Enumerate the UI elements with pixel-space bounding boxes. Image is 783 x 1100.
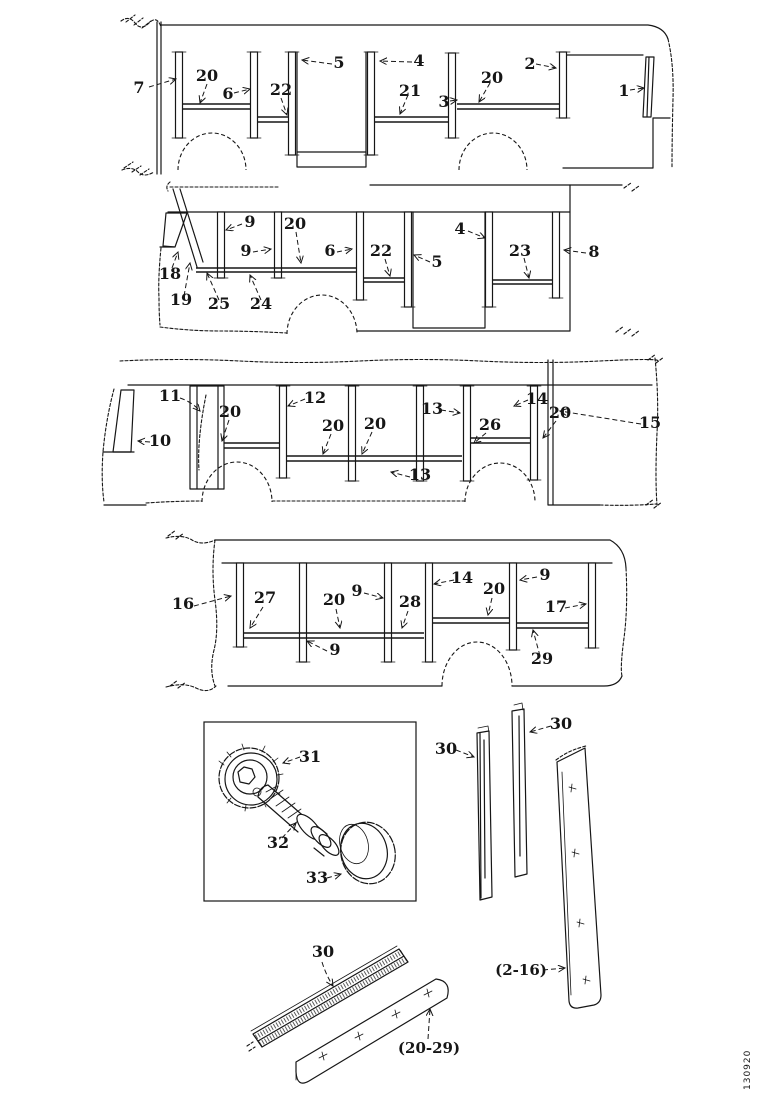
view-3-callouts bbox=[149, 386, 661, 484]
callout-8: 8 bbox=[588, 242, 600, 261]
callout-33: 33 bbox=[305, 868, 329, 887]
trim-strip-1 bbox=[477, 726, 492, 900]
callout-5: 5 bbox=[333, 53, 345, 72]
callout-31: 31 bbox=[298, 747, 322, 766]
strip-2-leader bbox=[530, 726, 551, 732]
strip-1-leader bbox=[456, 750, 474, 757]
callout-6: 6 bbox=[222, 84, 234, 103]
callout-22: 22 bbox=[369, 241, 393, 260]
view-2-rails bbox=[196, 268, 552, 284]
callout-9: 9 bbox=[539, 565, 551, 584]
callout-16: 16 bbox=[171, 594, 195, 613]
callout-13: 13 bbox=[420, 399, 444, 418]
trim-strip-2 bbox=[512, 703, 527, 877]
callout-20: 20 bbox=[321, 416, 345, 435]
sill-rail bbox=[247, 942, 408, 1051]
view-3-wheel-arches bbox=[202, 462, 535, 502]
callout-20: 20 bbox=[482, 579, 506, 598]
callout-2-16: (2-16) bbox=[495, 961, 547, 979]
sill-rail-leader bbox=[322, 962, 333, 986]
callout-27: 27 bbox=[253, 588, 277, 607]
callout-24: 24 bbox=[249, 294, 273, 313]
callout-20: 20 bbox=[322, 590, 346, 609]
callout-6: 6 bbox=[324, 241, 336, 260]
callout-20: 20 bbox=[218, 402, 242, 421]
callout-10: 10 bbox=[148, 431, 172, 450]
backing-strip-leader bbox=[428, 1009, 430, 1039]
view-1-callouts bbox=[133, 51, 629, 111]
callout-1: 1 bbox=[618, 81, 630, 100]
view-3-rails bbox=[224, 438, 530, 461]
callout-30: 30 bbox=[434, 739, 458, 758]
callout-21: 21 bbox=[398, 81, 422, 100]
callout-4: 4 bbox=[413, 51, 425, 70]
callout-20: 20 bbox=[195, 66, 219, 85]
view-2-leaders bbox=[172, 224, 586, 300]
callout-15: 15 bbox=[638, 413, 662, 432]
callout-18: 18 bbox=[158, 264, 182, 283]
callout-25: 25 bbox=[207, 294, 231, 313]
callout-29: 29 bbox=[530, 649, 554, 668]
callout-4: 4 bbox=[454, 219, 466, 238]
callout-14: 14 bbox=[450, 568, 474, 587]
callout-23: 23 bbox=[508, 241, 532, 260]
callout-26: 26 bbox=[478, 415, 502, 434]
view-2-side-frame bbox=[159, 182, 640, 336]
view-4-wheel-arches bbox=[442, 642, 512, 686]
callout-11: 11 bbox=[158, 386, 182, 405]
callout-19: 19 bbox=[169, 290, 193, 309]
callout-22: 22 bbox=[269, 80, 293, 99]
callout-7: 7 bbox=[133, 78, 145, 97]
callout-20: 20 bbox=[480, 68, 504, 87]
callout-13: 13 bbox=[408, 465, 432, 484]
view-4-callouts bbox=[172, 565, 567, 668]
view-4-side-frame bbox=[166, 530, 627, 691]
callout-9: 9 bbox=[351, 581, 363, 600]
callout-20: 20 bbox=[548, 403, 572, 422]
callout-30: 30 bbox=[549, 714, 573, 733]
callout-14: 14 bbox=[525, 389, 549, 408]
side-panel bbox=[495, 746, 601, 1008]
drawing-code: 130920 bbox=[743, 1049, 753, 1090]
callout-9: 9 bbox=[329, 640, 341, 659]
view-2-outline bbox=[159, 182, 640, 336]
callout-32: 32 bbox=[266, 833, 290, 852]
callout-30: 30 bbox=[311, 942, 335, 961]
view-3-side-frame bbox=[102, 354, 664, 508]
callout-20-29: (20-29) bbox=[397, 1039, 461, 1057]
callout-3: 3 bbox=[438, 92, 450, 111]
callout-9: 9 bbox=[240, 241, 252, 260]
view-4-rails bbox=[244, 618, 588, 638]
view-1-side-frame bbox=[121, 15, 673, 175]
callout-12: 12 bbox=[303, 388, 327, 407]
callout-28: 28 bbox=[398, 592, 422, 611]
view-1-outline bbox=[121, 15, 673, 175]
callout-20: 20 bbox=[363, 414, 387, 433]
callout-5: 5 bbox=[431, 252, 443, 271]
callout-20: 20 bbox=[283, 214, 307, 233]
view-2-wheel-arches bbox=[287, 295, 357, 334]
fastener-detail-box bbox=[204, 722, 416, 901]
callout-17: 17 bbox=[544, 597, 568, 616]
trim-strips bbox=[435, 703, 572, 900]
callout-9: 9 bbox=[244, 212, 256, 231]
callout-2: 2 bbox=[524, 54, 536, 73]
